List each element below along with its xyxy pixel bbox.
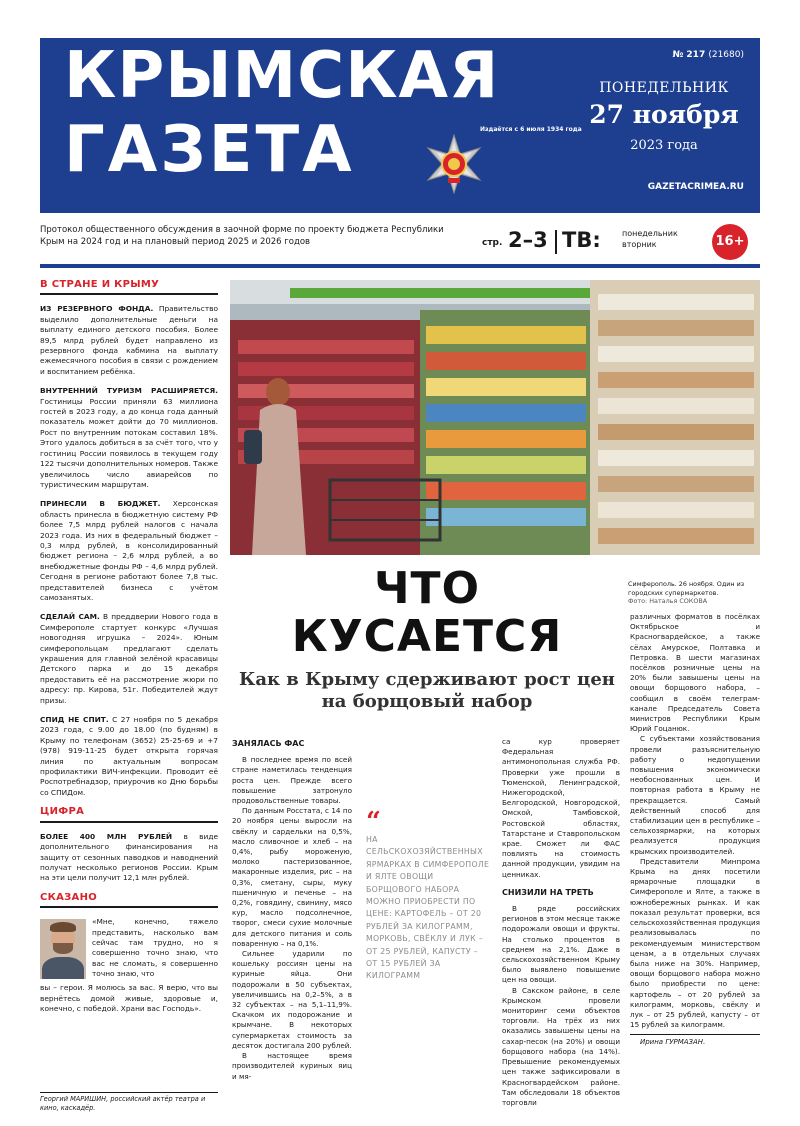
pull-quote [366,807,492,983]
news-brief: ПРИНЕСЛИ В БЮДЖЕТ. Херсонская область принесла в бюджетную систему РФ более 7,5 млрд рублей налогов с начала 2023 года. Из них в федеральный бюджет – 0,3 млрд рублей, в консолидированный бюджет региона – 2,6 млрд рублей, а во внебюджетные фонды РФ – 4,6 млрд рублей. Сегодня в регионе работают более 7,8 тыс. представителей бизнеса с учётом самозанятых. [40,499,218,602]
article-paragraph: По данным Росстата, с 14 по 20 ноября цены выросли на свёклу и сардельки на 0,5%, масло сливочное и хлеб – на 0,4%, рыбу мороженую, молоко пастеризованное, макаронные изделия, рис – на 0,3%, сметану, сыры, муку пшеничную и печенье – на 0,2%, говядину, свинину, мясо кур, масло подсолнечное, творог, смеси сухие молочные для детского питания и соль поваренную – на 0,1%. [232,806,352,948]
article-paragraph: В ряде российских регионов в этом месяце также подорожали овощи и фрукты. На столько процентов в среднем на 2,1%. Даже в сельскохозяйственном Крыму было выявлено повышение цен на овощи. [502,904,620,985]
tv-day: понедельник [622,229,678,238]
article-paragraph: Сильнее ударили по кошельку россиян цены на куриные яйца. Они подорожали в 50 субъектах, увеличившись на 0,2–5%, а в 32 субъектах – на 5,1–11,9%. Скачком их подорожание и крымчане. В некоторых супермаркетах стоимость за десяток достигала 200 рублей. [232,949,352,1050]
article-subheading: СНИЗИЛИ НА ТРЕТЬ [502,887,594,897]
masthead-title-line2: ГАЗЕТА [64,113,355,187]
order-star-emblem-icon [424,134,484,194]
masthead [40,38,760,213]
header-rule [40,264,760,268]
announcement-text: Протокол общественного обсуждения в заочной форме по проекту бюджета Республики Крым на 2024 год и на плановый период 2025 и 2026 годов [40,225,444,247]
quote-block [40,917,218,1033]
section-heading: ЦИФРА [40,807,218,822]
article-column-3 [502,737,620,1108]
article-author: Ирина ГУРМАЗАН. [630,1034,760,1047]
photo-credit: Фото: Наталья СОКОВА [628,597,708,606]
news-brief: СДЕЛАЙ САМ. В преддверии Нового года в Симферополе стартует конкурс «Лучшая новогодняя игрушка – 2024». Юным симферопольцам предлагают сделать украшения для главной зелёной красавицы Детского парка и до 15 декабря предоставить её на рассмотрение жюри по адресу: пр. Кирова, 51г. Победителей ждут призы. [40,612,218,705]
article-paragraph: В Сакском районе, в селе Крымском провели мониторинг семи объектов торговли. На трёх из них оказались завышены цены на сахар-песок (на 20%) и овощи борщового набора (на 14%). Превышение рекомендуемых цен также зафиксировали в Красногвардейском районе. Там обследовали 18 объектов торговли [502,985,620,1107]
article-column-1 [232,737,352,1082]
masthead-date-block [584,50,744,200]
section-heading: СКАЗАНО [40,893,218,908]
announcement-strip [40,222,760,262]
issue-weekday: ПОНЕДЕЛЬНИК [599,80,729,96]
headline-block [232,565,622,713]
article-subheading: ЗАНЯЛАСЬ ФАС [232,739,305,748]
article-paragraph: С субъектами хозяйствования провели разъяснительную работу о недопущении повышения экономически необоснованных цен. И повторная работа в Крыму не прекращается. Самый действенный способ для стабилизации цен в республике – сельхозярмарки, на которых реализуется продукция крымских производителей. [630,734,760,856]
tv-days [622,228,678,250]
news-brief: ВНУТРЕННИЙ ТУРИЗМ РАСШИРЯЕТСЯ. Гостиницы России приняли 63 миллиона гостей в 2023 году, а до конца года данный показатель может дойти до 70 миллионов. Рост по внутренним потокам составил 18%. Этого удалось добиться в за счёт того, что у гостиниц России появилось в текущем году 122 тысячи дополнительных номеров. Также увеличилось число авиарейсов по туристическим маршрутам. [40,386,218,489]
subheadline: Как в Крыму сдерживают рост цен на борщовый набор [239,669,615,712]
quote-author: Георгий МАРИШИН, российский актёр театра и кино, каскадёр. [40,1092,218,1113]
strip-divider [555,230,557,254]
headline-line: КУСАЕТСЯ [291,611,563,662]
author-portrait [40,919,86,979]
issue-date: 27 ноября [589,100,739,129]
article-paragraph: В настоящее время производителей куриных яиц и мя- [232,1051,352,1081]
article-paragraph: различных форматов в посёлках Октябрьское и Красногвардейское, а также сёлах Амурское, Полтавка и Петровка. В шести магазинах посёлков розничные цены на 20% были завышены цены на овощи борщового набора, – сообщил в своём телеграм-канале Председатель Совета министров Республики Крым Юрий Гоцанюк. [630,612,760,734]
quote-mark-icon: “ [366,807,382,837]
news-brief: СПИД НЕ СПИТ. С 27 ноября по 5 декабря 2023 года, с 9.00 до 18.00 (по будням) в Крыму по телефонам (3652) 25-25-69 и +7 (978) 919-11-25 будет открыта горячая линия по актуальным вопросам профилактики ВИЧ-инфекции. Проводит её Роспотребнадзор, приурочив ко Дню борьбы со СПИДом. [40,715,219,797]
section-heading: В СТРАНЕ И КРЫМУ [40,280,218,295]
pull-quote-text: НА СЕЛЬСКОХОЗЯЙСТВЕННЫХ ЯРМАРКАХ В СИМФЕРОПОЛЕ И ЯЛТЕ ОВОЩИ БОРЩОВОГО НАБОРА МОЖНО ПРИОБРЕСТИ ПО ЦЕНЕ: КАРТОФЕЛЬ – ОТ 20 РУБЛЕЙ ЗА КИЛОГРАММ, МОРКОВЬ, СВЁКЛУ И ЛУК – ОТ 25 РУБЛЕЙ, КАПУСТУ – ОТ 15 РУБЛЕЙ ЗА КИЛОГРАММ [366,835,490,981]
website-link[interactable]: GAZETACRIMEA.RU [647,182,744,192]
issue-number: № 217 (21680) [672,50,744,60]
article-paragraph: В последнее время по всей стране наметилась тенденция роста цен. Прежде всего повышение затронуло продовольственные товары. [232,755,352,806]
quote-text-continued: вы – герои. Я молюсь за вас. Я верю, что вы вернётесь домой живые, здоровые и, конечно, с победой. Храни вас Господь». [40,983,218,1013]
tv-day: вторник [622,240,657,249]
left-news-column [40,280,218,1037]
news-brief: ИЗ РЕЗЕРВНОГО ФОНДА. Правительство выделило дополнительные деньги на выплату единого детского пособия. Более 89,5 млрд рублей будет направлено из резервного фонда кабмина на выплату ежемесячного пособия в связи с рождением и воспитанием ребёнка. [40,304,218,376]
figure-brief: БОЛЕЕ 400 МЛН РУБЛЕЙ в виде дополнительного финансирования на защиту от сезонных паводков и наводнений получат несколько регионов России. Крым на эти цели получит 12,1 млн рублей. [40,831,218,883]
photo-caption [628,580,760,606]
headline [232,565,622,661]
page-label: стр. [482,238,503,248]
headline-line: ЧТО [374,563,480,614]
page-reference: 2–3 [508,228,548,252]
masthead-since: Издаётся с 6 июля 1934 года [480,126,582,133]
quote-text: «Мне, конечно, тяжело представить, насколько вам сейчас там трудно, но я совершенно точно знаю, что вас не сломать, я совершенно точно знаю, что [92,917,218,979]
tv-label: ТВ: [562,228,601,252]
issue-year: 2023 года [630,138,698,153]
article-paragraph: Представители Минпрома Крыма на днях посетили ярмарочные площадки в Симферополе и Ялте, а также в южнобережных рынках. И как показал результат проверки, вся сельскохозяйственная продукция реализовывалась по рекомендуемым министерством ценам, а в отдельных случаях была ниже на 30%. Например, овощи борщового набора можно было приобрести по цене: картофель – от 20 рублей за килограмм, морковь, свёклу и лук – от 25 рублей, капусту – от 15 рублей за килограмм. [630,856,760,1030]
photo-caption-text: Симферополь. 26 ноября. Один из городских супермаркетов. [628,580,745,597]
article-paragraph: са кур проверяет Федеральная антимонопольная служба РФ. Проверки уже прошли в Тюменской, Ленинградской, Нижегородской, Белгородской, Новгородской, Омской, Тамбовской, Ростовской областях, Татарстане и Ставропольском крае. Сможет ли ФАС повлиять на стоимость данной продукции, увидим на ценниках. [502,737,620,879]
age-rating-badge: 16+ [712,224,748,260]
supermarket-photo [230,280,760,555]
masthead-title-line1: КРЫМСКАЯ [64,39,500,113]
article-column-4 [630,612,760,1048]
